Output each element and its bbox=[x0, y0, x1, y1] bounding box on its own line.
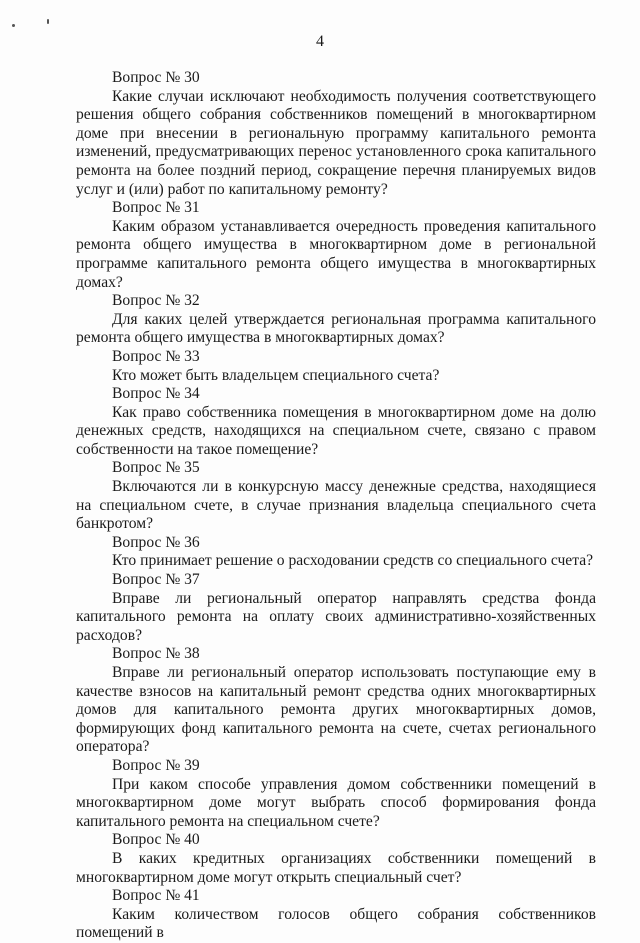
question-text: Каким количеством голосов общего собрания собственников помещений в bbox=[76, 905, 596, 942]
question-text: Какие случаи исключают необходимость получения соответствующего решения общего собрания собственников помещений в многоквартирном доме при внесении в региональную программу капитального ремонта изменений, предусматривающих перенос установленного срока капитального ремонта на более поздний период, сокращение перечня планируемых видов услуг и (или) работ по капитальному ремонту? bbox=[76, 87, 596, 198]
question-heading: Вопрос № 30 bbox=[112, 69, 200, 86]
question-text: Для каких целей утверждается региональная программа капитального ремонта общего имущества в многоквартирных домах? bbox=[76, 310, 596, 347]
question-heading: Вопрос № 39 bbox=[112, 756, 200, 774]
question-text: Кто может быть владельцем специального счета? bbox=[112, 366, 440, 384]
scan-speck bbox=[47, 19, 49, 24]
question-heading: Вопрос № 32 bbox=[112, 292, 200, 310]
question-text: Каким образом устанавливается очередность проведения капитального ремонта общего имущества в многоквартирном доме в региональной программе капитального ремонта общего имущества в многоквартирных домах? bbox=[76, 217, 596, 291]
question-text: Кто принимает решение о расходовании средств со специального счета? bbox=[112, 552, 594, 570]
question-heading: Вопрос № 34 bbox=[112, 385, 200, 403]
question-heading: Вопрос № 40 bbox=[112, 831, 200, 849]
question-text: При каком способе управления домом собственники помещений в многоквартирном доме могут выбрать способ формирования фонда капитального ремонта на специальном счете? bbox=[76, 775, 596, 830]
question-text: Как право собственника помещения в многоквартирном доме на долю денежных средств, находящихся на специальном счете, связано с правом собственности на такое помещение? bbox=[76, 403, 596, 458]
question-heading: Вопрос № 33 bbox=[112, 347, 200, 365]
question-text: В каких кредитных организациях собственники помещений в многоквартирном доме могут открыть специальный счет? bbox=[76, 849, 596, 886]
question-heading: Вопрос № 36 bbox=[112, 533, 200, 551]
question-heading: Вопрос № 38 bbox=[112, 645, 200, 663]
question-text: Включаются ли в конкурсную массу денежные средства, находящиеся на специальном счете, в случае признания владельца специального счета банкротом? bbox=[76, 478, 596, 533]
page-number: 4 bbox=[316, 33, 324, 50]
question-text: Вправе ли региональный оператор использовать поступающие ему в качестве взносов на капитальный ремонт средства одних многоквартирных домов для капитального ремонта других многоквартирных домов, формирующих фонд капитального ремонта на счете, счетах регионального оператора? bbox=[76, 664, 596, 756]
question-heading: Вопрос № 37 bbox=[112, 571, 200, 589]
question-heading: Вопрос № 31 bbox=[112, 199, 200, 217]
question-heading: Вопрос № 41 bbox=[112, 887, 200, 905]
question-list bbox=[76, 69, 596, 943]
scan-speck bbox=[12, 24, 15, 27]
question-text: Вправе ли региональный оператор направлять средства фонда капитального ремонта на оплату своих административно-хозяйственных расходов? bbox=[76, 589, 596, 644]
question-heading: Вопрос № 35 bbox=[112, 459, 200, 477]
